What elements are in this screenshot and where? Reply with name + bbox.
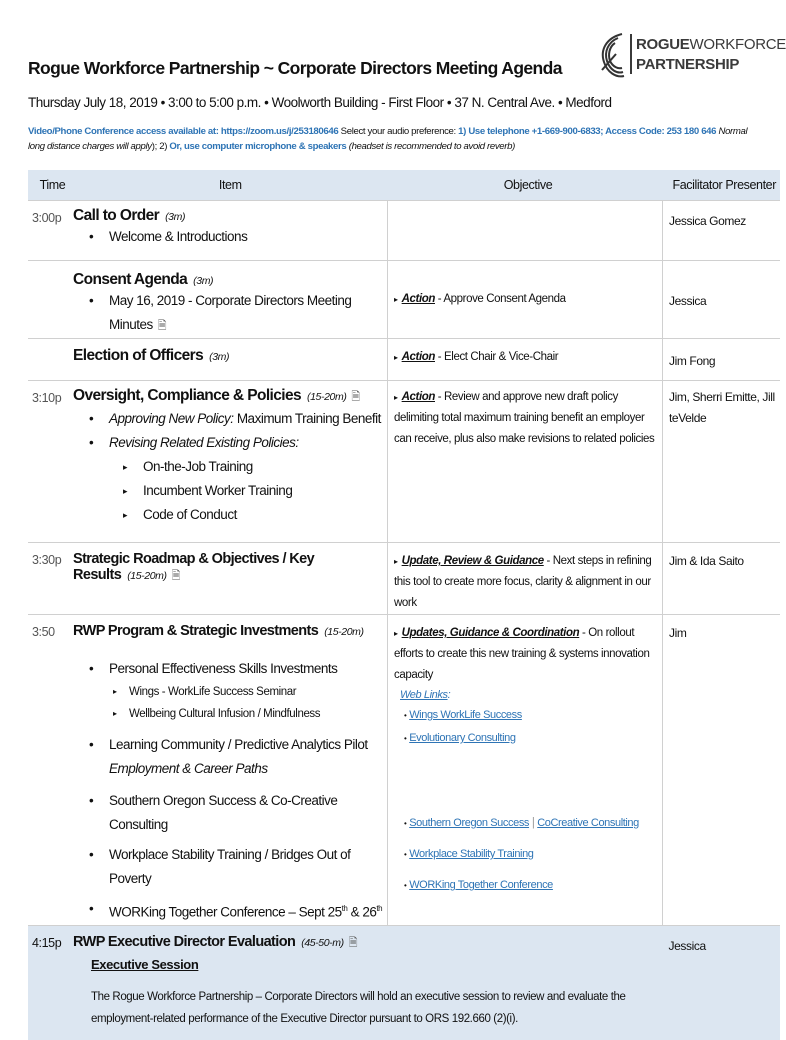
facilitator: Jim Fong <box>663 339 781 381</box>
facilitator: Jim, Sherri Emitte, Jill teVelde <box>663 381 781 543</box>
zoom-link[interactable]: Video/Phone Conference access available at: https://zoom.us/j/253180646 <box>28 126 339 137</box>
row-time: 3:00p <box>28 201 73 261</box>
row-time: 3:30p <box>28 543 73 615</box>
list-item: • WORKing Together Conference – Sept 25th & 26th <box>73 897 387 925</box>
header-facilitator: Facilitator Presenter <box>663 170 781 201</box>
logo-text-partnership: PARTNERSHIP <box>636 56 740 73</box>
triangle-icon: ▸ <box>394 353 398 362</box>
agenda-row-strategic-roadmap: 3:30p Strategic Roadmap & Objectives / Key Results (15-20m) 🗎 ▸ Update, Review & Guidance - Next steps in refining this tool to create more focus, clarity & alignment in our work Jim & Ida Saito <box>28 543 780 615</box>
computer-audio-info: Or, use computer microphone & speakers <box>169 141 347 152</box>
organization-logo <box>596 30 786 82</box>
executive-session-label: Executive Session <box>91 956 199 972</box>
item-title: Call to Order <box>73 207 160 224</box>
list-item: • Revising Related Existing Policies: <box>73 431 387 455</box>
web-links-label: Web Links <box>400 689 448 701</box>
logo-text-workforce: WORKFORCE <box>689 36 786 53</box>
item-title: RWP Program & Strategic Investments <box>73 623 319 639</box>
page-title: Rogue Workforce Partnership ~ Corporate Directors Meeting Agenda <box>28 58 562 78</box>
document-icon[interactable]: 🗎 <box>348 936 358 949</box>
list-item: • Welcome & Introductions <box>73 225 387 249</box>
item-title: Strategic Roadmap & Objectives / Key Results <box>73 551 315 583</box>
list-item: • Workplace Stability Training / Bridges Out of Poverty <box>73 843 387 891</box>
facilitator: Jessica <box>663 925 781 1040</box>
list-item: May 16, 2019 - Corporate Directors Meeting Minutes <box>109 293 352 332</box>
list-item: • Personal Effectiveness Skills Investments <box>73 657 387 681</box>
document-icon[interactable]: 🗎 <box>171 570 181 582</box>
logo-text-rogue: ROGUE <box>636 36 690 53</box>
triangle-icon: ▸ <box>394 629 398 638</box>
facilitator: Jim & Ida Saito <box>663 543 781 615</box>
item-title: Oversight, Compliance & Policies <box>73 387 302 404</box>
agenda-row-call-to-order: 3:00p Call to Order (3m) • Welcome & Introductions Jessica Gomez <box>28 201 780 261</box>
list-item: • Learning Community / Predictive Analytics Pilot <box>73 733 387 757</box>
logo-mark-icon <box>596 30 630 82</box>
row-time: 3:50 <box>28 615 73 926</box>
item-title: Election of Officers <box>73 347 204 364</box>
item-title: Consent Agenda <box>73 271 188 288</box>
sub-list-item: ▸ Wings - WorkLife Success Seminar <box>73 681 387 703</box>
header-time: Time <box>28 170 73 201</box>
link-working-together-conference[interactable]: WORKing Together Conference <box>409 879 553 891</box>
conference-info: Video/Phone Conference access available at: https://zoom.us/j/253180646 Select your audio preference: 1) Use telephone +1-669-900-6833; Access Code: 253 180 646 Normal long distance charges will apply); 2) Or, use computer microphone & speakers (headset is recommended to avoid reverb) <box>28 126 748 152</box>
agenda-row-executive-evaluation: 4:15p RWP Executive Director Evaluation (45-50-m) 🗎 Executive Session The Rogue Workforce Partnership – Corporate Directors will hold an executive session to review and evaluate the employment-related performance of the Executive Director pursuant to ORS 192.660 (2)(i). Jessica <box>28 925 780 1040</box>
sub-list-item: ▸ Incumbent Worker Training <box>73 479 387 503</box>
facilitator: Jim <box>663 615 781 926</box>
agenda-row-oversight: 3:10p Oversight, Compliance & Policies (15-20m) 🗎 • Approving New Policy: Maximum Training Benefit • Revising Related Existing Policies: ▸ On-the-Job Training ▸ Incumbent Worker Training ▸ Code of Conduct ▸ Action - Review and approve new draft policy delimiting total maximum training benefit an employer can receive, plus also make revisions to related policies Jim, Sherri Emitte, Jill teVelde <box>28 381 780 543</box>
sub-list-item: ▸ Code of Conduct <box>73 503 387 527</box>
row-time: 3:10p <box>28 381 73 543</box>
triangle-icon: ▸ <box>394 393 398 402</box>
agenda-row-election: Election of Officers (3m) ▸ Action - Elect Chair & Vice-Chair Jim Fong <box>28 339 780 381</box>
link-evolutionary-consulting[interactable]: Evolutionary Consulting <box>409 732 516 744</box>
agenda-row-rwp-program: 3:50 RWP Program & Strategic Investments (15-20m) • Personal Effectiveness Skills Investments ▸ Wings - WorkLife Success Seminar ▸ Wellbeing Cultural Infusion / Mindfulness • Learning Community / Predictive Analytics Pilot Employment & Career Paths • Southern Oregon Success & Co-Creative Consulting • Workplace Stability Training / Bridges Out of Poverty • WORKing Together Conference – Sept 25th & 26th ▸ Updates, Guidance & Coordination - On rollout efforts to create this new training & systems innovation capacity Web Links: • Wings WorkLife Success • Evolutionary Consulting • Southern Oregon Success | CoCreative Consulting • Workplace Stability Training • WORKing Together Conference Jim <box>28 615 780 926</box>
executive-session-note: The Rogue Workforce Partnership – Corporate Directors will hold an executive session to review and evaluate the employment-related performance of the Executive Director pursuant to ORS 192.660 (2)(i). <box>91 990 626 1025</box>
telephone-info: 1) Use telephone +1-669-900-6833; Access Code: 253 180 646 <box>458 126 717 137</box>
link-wings-worklife-success[interactable]: Wings WorkLife Success <box>409 709 522 721</box>
list-item: • Southern Oregon Success & Co-Creative Consulting <box>73 789 387 837</box>
facilitator: Jessica Gomez <box>663 201 781 261</box>
facilitator: Jessica <box>663 261 781 339</box>
agenda-header-row <box>28 170 780 201</box>
agenda-table <box>28 170 780 1040</box>
link-workplace-stability-training[interactable]: Workplace Stability Training <box>409 848 534 860</box>
document-icon[interactable]: 🗎 <box>157 320 167 332</box>
agenda-row-consent-agenda: Consent Agenda (3m) • May 16, 2019 - Corporate Directors Meeting Minutes 🗎 ▸ Action - Approve Consent Agenda Jessica <box>28 261 780 339</box>
header-objective: Objective <box>388 170 663 201</box>
link-southern-oregon-success[interactable]: Southern Oregon Success <box>409 817 530 829</box>
sub-list-item: ▸ On-the-Job Training <box>73 455 387 479</box>
item-title: RWP Executive Director Evaluation <box>73 933 296 950</box>
list-item-subtitle: Employment & Career Paths <box>109 761 268 776</box>
header-item: Item <box>73 170 388 201</box>
document-icon[interactable]: 🗎 <box>351 391 360 403</box>
link-cocreative-consulting[interactable]: CoCreative Consulting <box>537 817 639 829</box>
list-item: • Approving New Policy: Maximum Training Benefit <box>73 407 387 431</box>
sub-list-item: ▸ Wellbeing Cultural Infusion / Mindfulness <box>73 703 387 725</box>
row-time: 4:15p <box>28 925 73 1040</box>
meeting-details: Thursday July 18, 2019 • 3:00 to 5:00 p.m. • Woolworth Building - First Floor • 37 N. Central Ave. • Medford <box>28 95 612 110</box>
triangle-icon: ▸ <box>394 557 398 566</box>
triangle-icon: ▸ <box>394 295 398 304</box>
